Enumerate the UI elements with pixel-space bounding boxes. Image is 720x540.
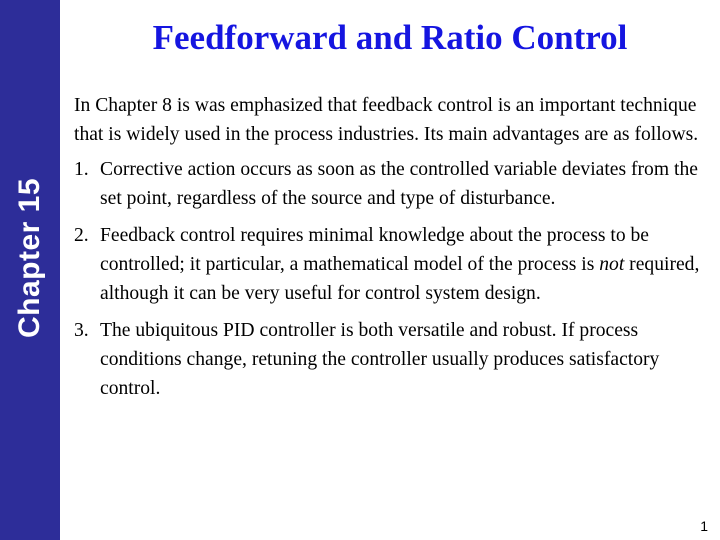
list-item	[74, 155, 704, 213]
item-text-end: required, although it can be very useful for control system design.	[100, 254, 700, 304]
advantages-list	[74, 155, 704, 403]
slide-title: Feedforward and Ratio Control	[152, 18, 628, 57]
item-number: 3.	[74, 320, 89, 341]
item-emphasis: not	[599, 254, 625, 275]
slide-body	[74, 91, 704, 411]
list-item	[74, 221, 704, 308]
sidebar	[0, 0, 60, 540]
intro-paragraph: In Chapter 8 is was emphasized that feedback control is an important technique that is widely used in the process industries. Its main advantages are as follows.	[74, 95, 699, 145]
item-number: 2.	[74, 225, 89, 246]
page-number: 1	[700, 518, 708, 534]
item-text: Corrective action occurs as soon as the controlled variable deviates from the set point, regardless of the source and type of disturbance.	[100, 159, 698, 209]
item-number: 1.	[74, 159, 89, 180]
chapter-label: Chapter 15	[13, 177, 46, 339]
item-text: The ubiquitous PID controller is both versatile and robust. If process conditions change, retuning the controller usually produces satisfactory control.	[100, 320, 660, 399]
list-item	[74, 316, 704, 403]
item-text-start: Feedback control requires minimal knowledge about the process to be controlled; it particular, a mathematical model of the process is	[100, 225, 650, 275]
